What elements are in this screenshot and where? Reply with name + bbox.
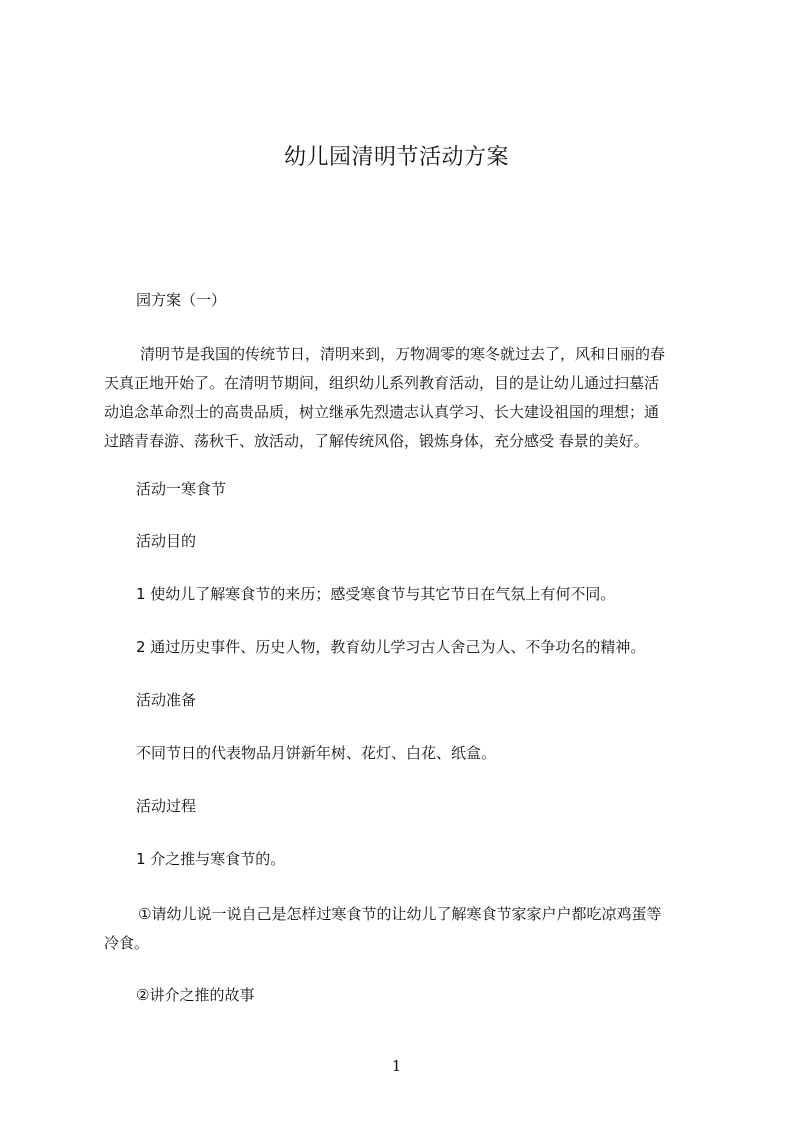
intro-line: 天真正地开始了。在清明节期间，组织幼儿系列教育活动，目的是让幼儿通过扫墓活 — [104, 374, 660, 392]
goal-item-2: 2 通过历史事件、历史人物，教育幼儿学习古人舍己为人、不争功名的精神。 — [136, 638, 646, 656]
activity-one-heading: 活动一寒食节 — [136, 480, 227, 498]
goal-item-1: 1 使幼儿了解寒食节的来历；感受寒食节与其它节日在气氛上有何不同。 — [136, 585, 616, 603]
prep-heading: 活动准备 — [136, 691, 197, 709]
goal-heading: 活动目的 — [136, 532, 197, 550]
step-1-line: 冷食。 — [104, 934, 150, 952]
section-heading: 园方案（一） — [136, 291, 227, 309]
intro-line: 清明节是我国的传统节日，清明来到，万物凋零的寒冬就过去了，风和日丽的春 — [140, 345, 666, 363]
step-1-paragraph — [104, 900, 704, 958]
intro-line: 动追念革命烈士的高贵品质，树立继承先烈遗志认真学习、长大建设祖国的理想；通 — [104, 403, 660, 421]
prep-text: 不同节日的代表物品月饼新年树、花灯、白花、纸盒。 — [136, 744, 497, 762]
intro-line: 过踏青春游、荡秋千、放活动，了解传统风俗，锻炼身体，充分感受 春景的美好。 — [104, 432, 649, 450]
step-1-line: ①请幼儿说一说自己是怎样过寒食节的让幼儿了解寒食节家家户户都吃凉鸡蛋等 — [138, 905, 662, 923]
page-number: 1 — [391, 1057, 402, 1075]
document-title: 幼儿园清明节活动方案 — [283, 145, 509, 170]
intro-paragraph — [104, 340, 704, 456]
step-2: ②讲介之推的故事 — [136, 986, 255, 1004]
process-item-1: 1 介之推与寒食节的。 — [136, 850, 286, 868]
process-heading: 活动过程 — [136, 797, 197, 815]
